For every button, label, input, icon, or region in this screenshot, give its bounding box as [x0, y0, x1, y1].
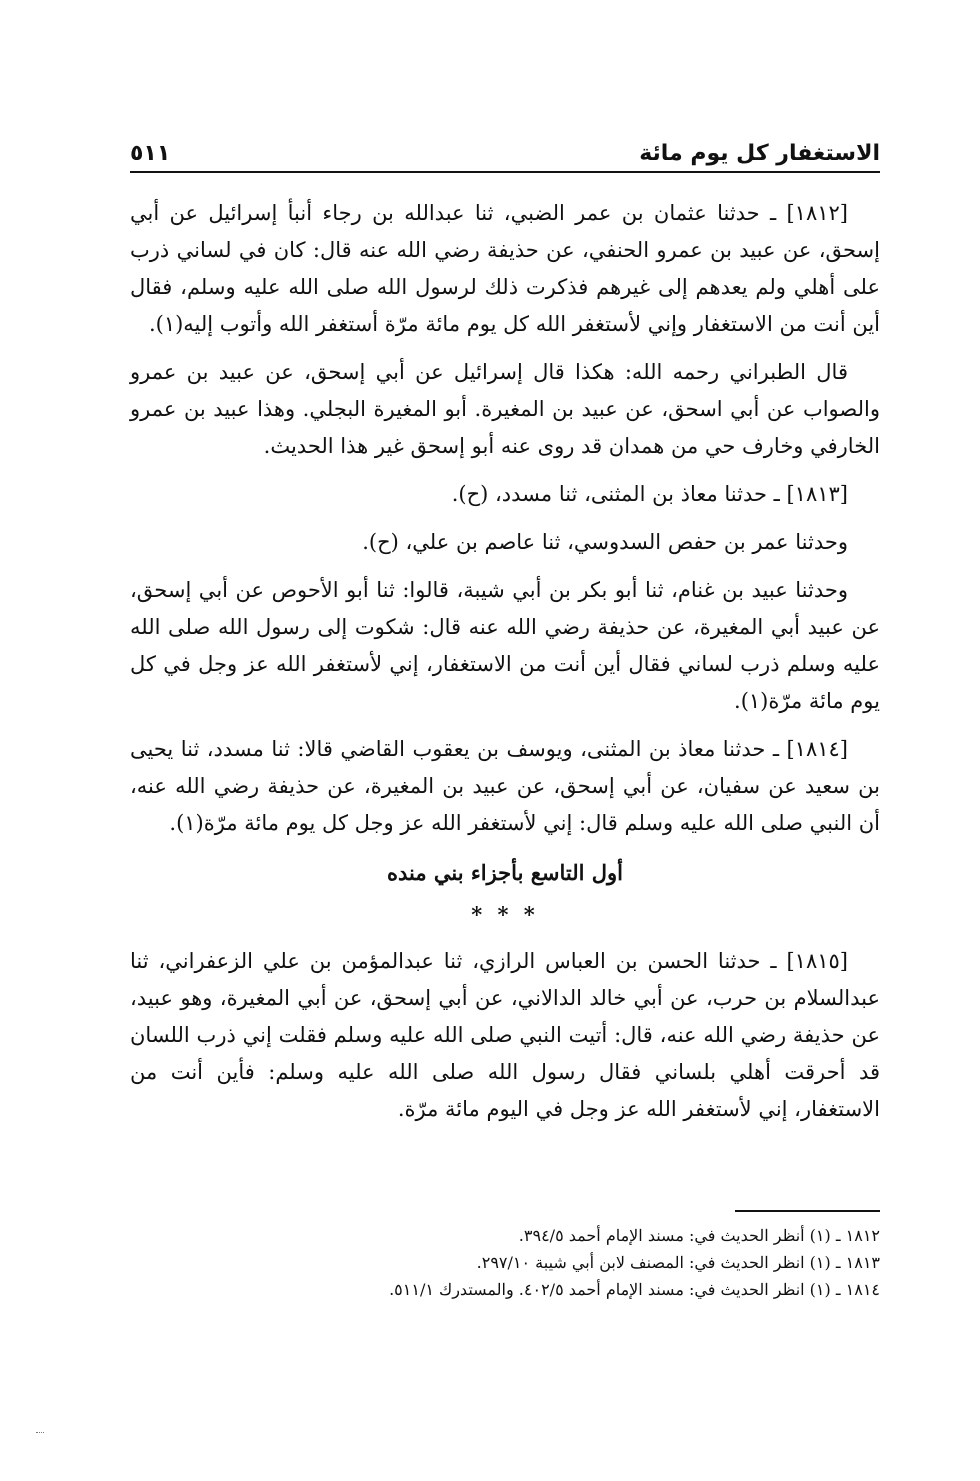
- main-text: [130, 195, 880, 1139]
- chain-3: وحدثنا عبيد بن غنام، ثنا أبو بكر بن أبي شيبة، قالوا: ثنا أبو الأحوص عن أبي إسحق، عن عبيد أبي المغيرة، عن حذيفة رضي الله عنه قال: شكوت إلى رسول الله صلى الله عليه وسلم ذرب لساني فقال أين أنت من الاستغفار، إني لأستغفر الله عز وجل في كل يوم مائة مرّة(١).: [130, 578, 880, 713]
- footnote-1812: ١٨١٢ ـ (١) أنظر الحديث في: مسند الإمام أحمد ٣٩٤/٥.: [518, 1226, 880, 1245]
- page-number: ٥١١: [130, 141, 171, 166]
- section-heading: أول التاسع بأجزاء بني منده: [386, 860, 624, 885]
- hadith-1814: [١٨١٤] ـ حدثنا معاذ بن المثنى، ويوسف بن يعقوب القاضي قالا: ثنا مسدد، ثنا يحيى بن سعيد عن سفيان، عن أبي إسحق، عن عبيد بن المغيرة، عن حذيفة رضي الله عنه، أن النبي صلى الله عليه وسلم قال: إني لأستغفر الله عز وجل كل يوم مائة مرّة(١).: [130, 737, 880, 835]
- page-header: [130, 130, 880, 166]
- chain-2: وحدثنا عمر بن حفص السدوسي، ثنا عاصم بن علي، (ح).: [362, 530, 848, 554]
- footnote-1813: ١٨١٣ ـ (١) انظر الحديث في: المصنف لابن أبي شيبة ٢٩٧/١٠.: [476, 1253, 880, 1272]
- commentary-tabarani: قال الطبراني رحمه الله: هكذا قال إسرائيل عن أبي إسحق، عن عبيد بن عمرو والصواب عن أبي اسحق، عن عبيد بن المغيرة. أبو المغيرة البجلي. وهذا عبيد بن عمرو الخارفي وخارف حي من همدان قد روى عنه أبو إسحق غير هذا الحديث.: [130, 360, 880, 458]
- footnote-rule: [735, 1210, 880, 1212]
- header-rule: [130, 171, 880, 173]
- scan-mark: [36, 1432, 44, 1435]
- running-title: الاستغفار كل يوم مائة: [639, 141, 880, 166]
- footnotes: [130, 1222, 880, 1303]
- section-separator: * * *: [471, 902, 539, 927]
- footnote-1814: ١٨١٤ ـ (١) انظر الحديث في: مسند الإمام أحمد ٤٠٢/٥. والمستدرك ٥١١/١.: [389, 1280, 880, 1299]
- hadith-1815: [١٨١٥] ـ حدثنا الحسن بن العباس الرازي، ثنا عبدالمؤمن بن علي الزعفراني، ثنا عبدالسلام بن حرب، عن أبي خالد الدالاني، عن أبي إسحق، عن أبي المغيرة، وهو عبيد، عن حذيفة رضي الله عنه، قال: أتيت النبي صلى الله عليه وسلم فقلت إني ذرب اللسان قد أحرقت أهلي بلساني فقال رسول الله صلى الله عليه وسلم: فأين أنت من الاستغفار، إني لأستغفر الله عز وجل في اليوم مائة مرّة.: [130, 949, 880, 1121]
- hadith-1813: [١٨١٣] ـ حدثنا معاذ بن المثنى، ثنا مسدد، (ح).: [451, 482, 848, 506]
- hadith-1812: [١٨١٢] ـ حدثنا عثمان بن عمر الضبي، ثنا عبدالله بن رجاء أنبأ إسرائيل عن أبي إسحق، عن عبيد بن عمرو الحنفي، عن حذيفة رضي الله عنه قال: كان في لساني ذرب على أهلي ولم يعدهم إلى غيرهم فذكرت ذلك لرسول الله صلى الله عليه وسلم، فقال أين أنت من الاستغفار وإني لأستغفر الله كل يوم مائة مرّة أستغفر الله وأتوب إليه(١).: [130, 201, 880, 336]
